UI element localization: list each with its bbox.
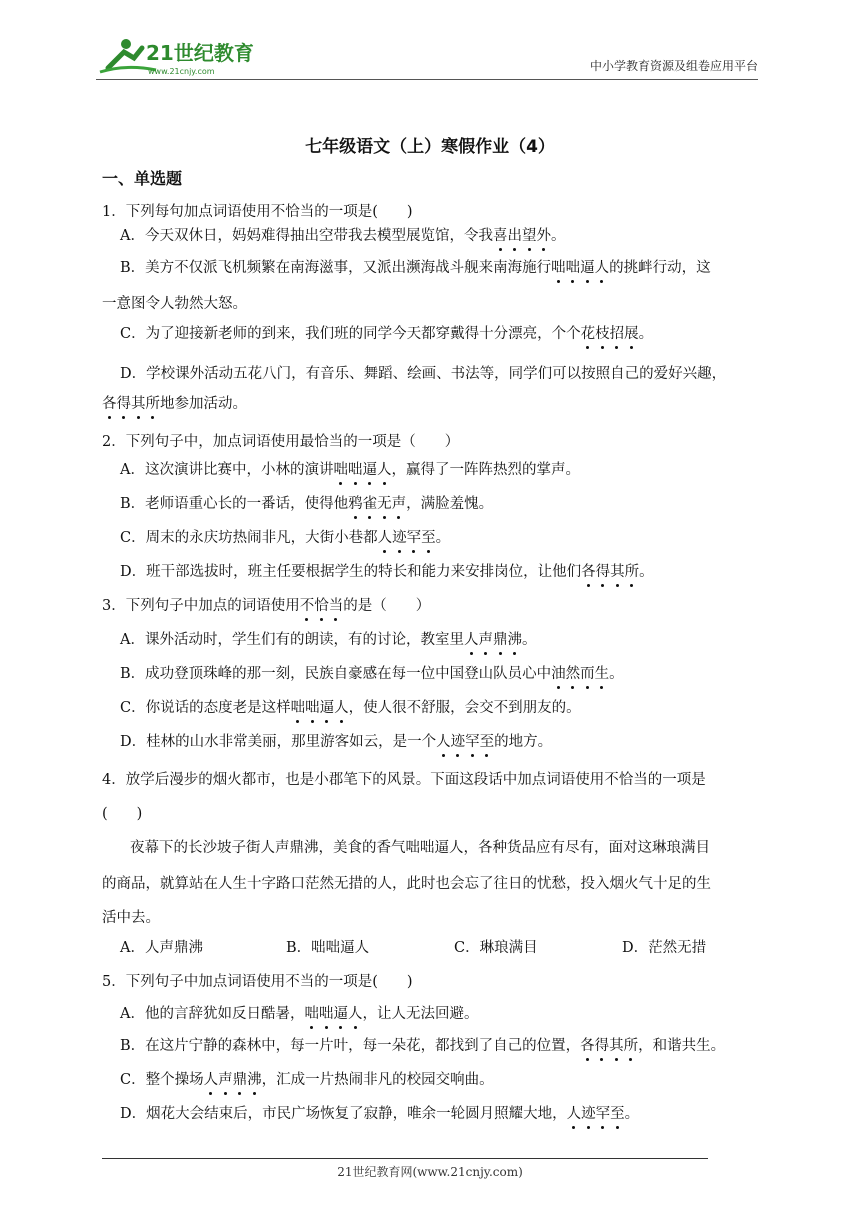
line-text: 的是（ ）: [343, 598, 431, 614]
line-text: ，和谐共生。: [638, 1038, 726, 1054]
header-divider: [96, 79, 758, 80]
line-text: 夜幕下的长沙坡子街人声鼎沸，美食的香气咄咄逼人，各种货品应有尽有，面对这琳琅满目: [130, 840, 710, 856]
text-line: [120, 324, 653, 344]
dotted-term: 人迹罕至: [377, 530, 436, 546]
dotted-term: 油然而生: [551, 666, 610, 682]
q5-option: [120, 1070, 494, 1090]
text-line: [102, 770, 706, 790]
text-line: [120, 630, 536, 650]
line-text: D．班干部选拔时，班主任要根据学生的特长和能力来安排岗位，让他们: [120, 564, 582, 580]
line-text: 1．下列每句加点词语使用不恰当的一项是( ): [102, 204, 413, 220]
dotted-term: 人迹罕至: [436, 734, 495, 750]
line-text: 地参加活动。: [160, 396, 247, 412]
q5-option: [120, 1004, 478, 1024]
line-text: B．在这片宁静的森林中，每一片叶，每一朵花，都找到了自己的位置，: [120, 1038, 581, 1054]
text-line: [102, 394, 247, 414]
line-text: 的商品，就算站在人生十字路口茫然无措的人，此时也会忘了往日的忧愁，投入烟火气十足的生: [102, 876, 711, 892]
dotted-term: 鸦雀无声: [348, 496, 407, 512]
text-line: [120, 664, 624, 684]
text-line: [102, 908, 160, 928]
line-text: 。: [521, 632, 537, 648]
q4-option: D．茫然无措: [622, 940, 707, 956]
page-footer: 21世纪教育网(www.21cnjy.com): [337, 1165, 523, 1179]
dotted-term: 咄咄逼人: [551, 260, 610, 276]
line-text: 。: [550, 228, 566, 244]
dotted-term: 不恰当: [299, 598, 344, 614]
line-text: C．整个操场: [120, 1072, 204, 1088]
section-heading: 一、单选题: [102, 169, 183, 188]
text-line: [120, 494, 493, 514]
line-text: 活中去。: [102, 910, 160, 926]
logo: [96, 34, 266, 78]
dotted-term: 人声鼎沸: [463, 632, 522, 648]
text-line: [120, 698, 581, 718]
dotted-term: 花枝招展: [580, 326, 639, 342]
line-text: A．课外活动时，学生们有的朗读，有的讨论，教室里: [120, 632, 464, 648]
q4-option: B．咄咄逼人: [286, 940, 370, 956]
page-header: [96, 34, 758, 80]
line-text: C．为了迎接新老师的到来，我们班的同学今天都穿戴得十分漂亮，个个: [120, 326, 581, 342]
line-text: C．你说话的态度老是这样: [120, 700, 291, 716]
line-text: ( ): [102, 806, 143, 822]
dotted-term: 咄咄逼人: [304, 1006, 363, 1022]
dotted-term: 各得其所: [581, 564, 640, 580]
line-text: 一意图令人勃然大怒。: [102, 296, 247, 312]
text-line: [120, 226, 565, 246]
text-line: [120, 562, 654, 582]
line-text: 。: [624, 1106, 640, 1122]
dotted-term: 人迹罕至: [566, 1106, 625, 1122]
footer-divider: [102, 1158, 708, 1159]
dotted-term: 各得其所: [580, 1038, 639, 1054]
line-text: A．他的言辞犹如反日酷暑，: [120, 1006, 305, 1022]
line-text: A．今天双休日，妈妈难得抽出空带我去模型展览馆，令我: [120, 228, 493, 244]
line-text: 2．下列句子中，加点词语使用最恰当的一项是（ ）: [102, 434, 460, 450]
text-line: [120, 732, 552, 752]
text-line: [120, 364, 726, 384]
text-line: [102, 874, 711, 894]
line-text: B．成功登顶珠峰的那一刻，民族自豪感在每一位中国登山队员心中: [120, 666, 552, 682]
line-text: ，满脸羞愧。: [406, 496, 494, 512]
q4-option: A．人声鼎沸: [120, 940, 203, 956]
line-text: 。: [435, 530, 451, 546]
text-line: [120, 258, 711, 278]
line-text: 5．下列句子中加点词语使用不当的一项是( ): [102, 974, 413, 990]
dotted-term: 咄咄逼人: [290, 700, 349, 716]
dotted-term: 咄咄逼人: [333, 462, 392, 478]
line-text: B．美方不仅派飞机频繁在南海滋事，又派出濒海战斗舰来南海施行: [120, 260, 552, 276]
q5-option: [120, 1104, 639, 1124]
line-text: ，让人无法回避。: [362, 1006, 479, 1022]
line-text: D．学校课外活动五花八门，有音乐、舞蹈、绘画、书法等，同学们可以按照自己的爱好兴趣，: [120, 366, 727, 382]
line-text: A．这次演讲比赛中，小林的演讲: [120, 462, 334, 478]
line-text: 。: [638, 326, 654, 342]
line-text: 的挑衅行动，这: [609, 260, 711, 276]
text-line: [102, 202, 413, 222]
text-line: [130, 838, 710, 858]
line-text: 。: [639, 564, 654, 580]
text-line: [102, 294, 247, 314]
line-text: C．周末的永庆坊热闹非凡，大街小巷都: [120, 530, 378, 546]
line-text: B．老师语重心长的一番话，使得他: [120, 496, 349, 512]
line-text: ，汇成一片热闹非凡的校园交响曲。: [261, 1072, 494, 1088]
logo-url-text: www.21cnjy.com: [148, 67, 215, 76]
line-text: ，使人很不舒服，会交不到朋友的。: [348, 700, 581, 716]
dotted-term: 喜出望外: [492, 228, 551, 244]
q4-option: C．琳琅满目: [454, 940, 538, 956]
line-text: ，赢得了一阵阵热烈的掌声。: [391, 462, 580, 478]
text-line: [120, 460, 580, 480]
text-line: [120, 528, 450, 548]
text-line: [102, 804, 142, 824]
line-text: 4．放学后漫步的烟火都市，也是小郡笔下的风景。下面这段话中加点词语使用不恰当的一项是: [102, 772, 706, 788]
q5-option: [120, 1036, 725, 1056]
dotted-term: 各得其所: [102, 396, 160, 412]
text-line: [102, 596, 430, 616]
text-line: [102, 972, 413, 992]
logo-main-text: 21世纪教育: [146, 41, 254, 65]
line-text: D．桂林的山水非常美丽，那里游客如云，是一个: [120, 734, 437, 750]
line-text: 3．下列句子中加点的词语使用: [102, 598, 300, 614]
line-text: 。: [609, 666, 624, 682]
page-title: 七年级语文（上）寒假作业（4）: [305, 137, 555, 157]
header-tagline: 中小学教育资源及组卷应用平台: [589, 59, 758, 73]
line-text: D．烟花大会结束后，市民广场恢复了寂静，唯余一轮圆月照耀大地，: [120, 1106, 567, 1122]
dotted-term: 人声鼎沸: [203, 1072, 262, 1088]
line-text: 的地方。: [494, 734, 553, 750]
text-line: [102, 432, 459, 452]
